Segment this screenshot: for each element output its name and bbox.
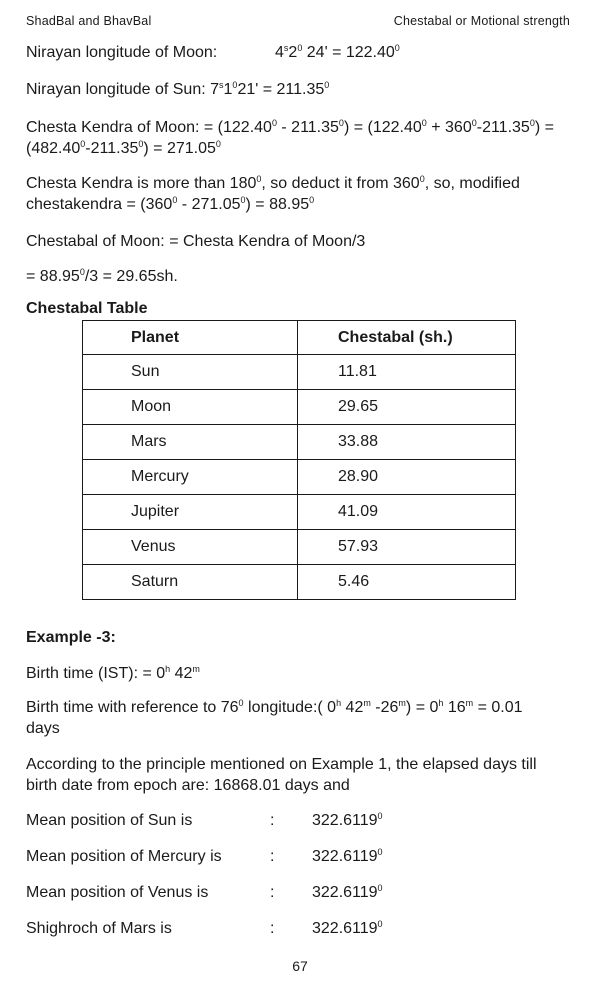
planet-cell: Venus bbox=[83, 530, 298, 565]
chestabal-formula-line: Chestabal of Moon: = Chesta Kendra of Moon/3 bbox=[26, 233, 366, 250]
principle-line-1: According to the principle mentioned on Example 1, the elapsed days till bbox=[26, 756, 537, 773]
chesta-kendra-line-1: Chesta Kendra of Moon: = $(122.40^0 - 211.35^0) = (122.40^0 + 360^0-211.35^0)$ = bbox=[26, 118, 554, 136]
mean-position-label: Mean position of Venus is bbox=[26, 884, 209, 901]
reference-line-1: Birth time with reference to $76^0$ longitude:( 0$^h$ 42$^m$ $-26^m) = 0^h$ $16^m = 0.01$ bbox=[26, 698, 523, 716]
table-row bbox=[83, 355, 516, 390]
example-title: Example -3: bbox=[26, 629, 116, 646]
table-row bbox=[83, 460, 516, 495]
chesta-kendra-line-2: $(482.40^0-211.35^0) = 271.05^0$ bbox=[26, 139, 221, 157]
table-row bbox=[83, 565, 516, 600]
table-title: Chestabal Table bbox=[26, 300, 148, 317]
chestabal-cell: 5.46 bbox=[298, 565, 516, 600]
mean-position-label: Mean position of Sun is bbox=[26, 812, 193, 829]
mean-position-value: 322.6119$^0$ bbox=[312, 811, 383, 829]
mean-position-value: 322.6119$^0$ bbox=[312, 847, 383, 865]
deduct-line-1: Chesta Kendra is more than $180^0$, so deduct it from $360^0$, so, modified bbox=[26, 174, 520, 192]
chestabal-cell: 41.09 bbox=[298, 495, 516, 530]
planet-cell: Jupiter bbox=[83, 495, 298, 530]
running-header-left: ShadBal and BhavBal bbox=[26, 14, 152, 28]
deduct-line-2: chestakendra = $(360^0 - 271.05^0) = 88.95^0$ bbox=[26, 195, 315, 213]
table-row bbox=[83, 495, 516, 530]
page-number: 67 bbox=[292, 958, 308, 974]
principle-line-2: birth date from epoch are: 16868.01 days and bbox=[26, 777, 350, 794]
table-header-row bbox=[83, 321, 516, 355]
separator-colon: : bbox=[270, 812, 275, 829]
chestabal-result-line: = $88.95^0/3 = 29.65sh$. bbox=[26, 267, 178, 285]
chestabal-cell: 11.81 bbox=[298, 355, 516, 390]
birth-time-line: Birth time (IST): = $0^h$ 42$^m$ bbox=[26, 664, 200, 682]
chestabal-table bbox=[82, 320, 516, 600]
chestabal-cell: 28.90 bbox=[298, 460, 516, 495]
mean-position-label: Shighroch of Mars is bbox=[26, 920, 172, 937]
mean-position-value: 322.6119$^0$ bbox=[312, 919, 383, 937]
chestabal-cell: 29.65 bbox=[298, 390, 516, 425]
mean-position-label: Mean position of Mercury is bbox=[26, 848, 222, 865]
running-header-right: Chestabal or Motional strength bbox=[393, 14, 570, 28]
moon-longitude-value: $4^s2^0$ $24' = 122.40^0$ bbox=[275, 43, 400, 61]
table-row bbox=[83, 425, 516, 460]
reference-line-2: days bbox=[26, 720, 60, 737]
planet-cell: Mercury bbox=[83, 460, 298, 495]
col-header-planet: Planet bbox=[83, 321, 298, 355]
chestabal-cell: 33.88 bbox=[298, 425, 516, 460]
col-header-chestabal: Chestabal (sh.) bbox=[298, 321, 516, 355]
table-row bbox=[83, 390, 516, 425]
moon-longitude-line bbox=[26, 42, 572, 63]
planet-cell: Saturn bbox=[83, 565, 298, 600]
sun-longitude-line: Nirayan longitude of Sun: $7^s1^021' = 211.35^0$ bbox=[26, 80, 330, 98]
separator-colon: : bbox=[270, 848, 275, 865]
separator-colon: : bbox=[270, 884, 275, 901]
table-row bbox=[83, 530, 516, 565]
chestabal-cell: 57.93 bbox=[298, 530, 516, 565]
planet-cell: Mars bbox=[83, 425, 298, 460]
moon-longitude-label: Nirayan longitude of Moon: bbox=[26, 44, 218, 61]
separator-colon: : bbox=[270, 920, 275, 937]
planet-cell: Sun bbox=[83, 355, 298, 390]
planet-cell: Moon bbox=[83, 390, 298, 425]
mean-position-value: 322.6119$^0$ bbox=[312, 883, 383, 901]
